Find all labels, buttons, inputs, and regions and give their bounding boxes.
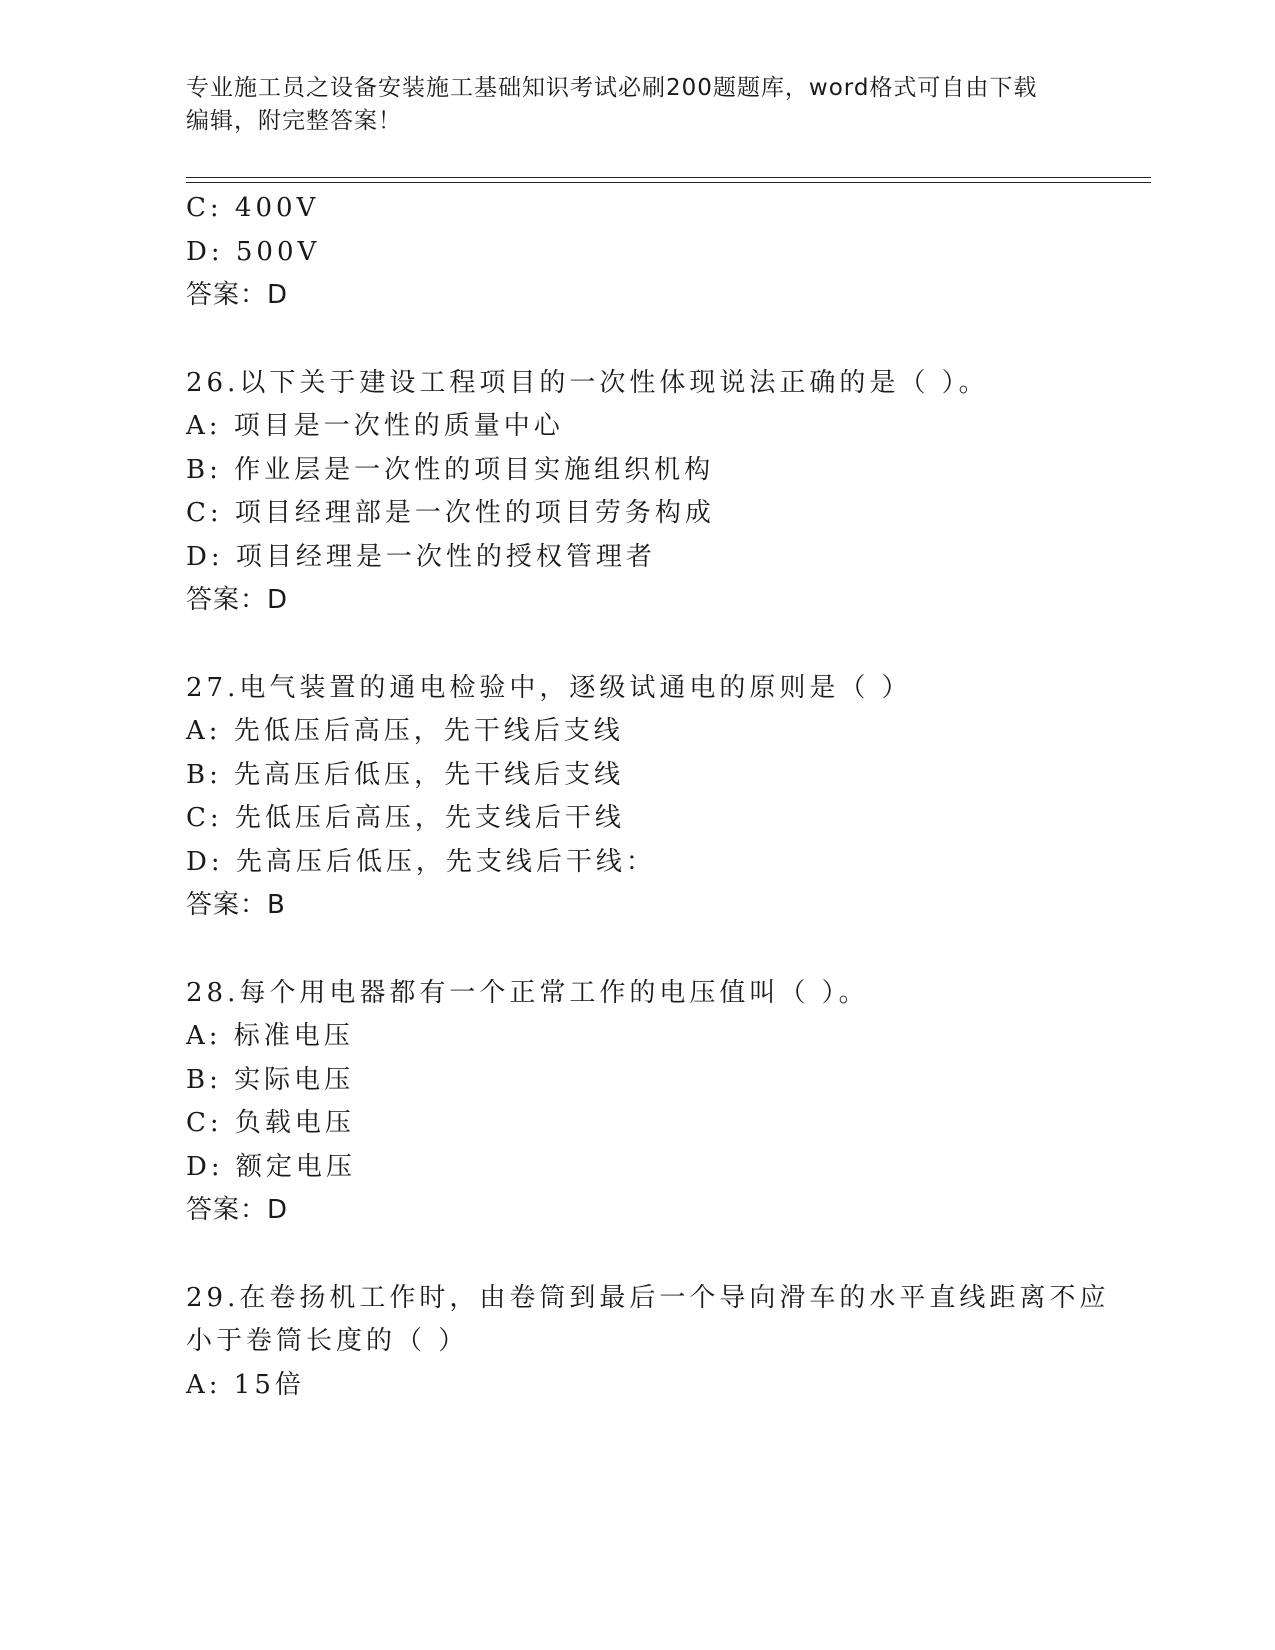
header-line-1: 专业施工员之设备安装施工基础知识考试必刷200题题库，word格式可自由下载: [186, 75, 1038, 101]
option-a: A: 标准电压: [186, 1021, 354, 1051]
option-d: D: 额定电压: [186, 1152, 356, 1182]
option-c: C: 负载电压: [186, 1108, 355, 1138]
option-d: D: 500V: [186, 237, 321, 267]
option-c: C: 先低压后高压，先支线后干线: [186, 803, 625, 833]
question-stem: 28.每个用电器都有一个正常工作的电压值叫（ ）。: [186, 978, 869, 1008]
option-c: C: 400V: [186, 193, 320, 223]
answer-line: 答案：D: [186, 280, 289, 310]
option-d: D: 项目经理是一次性的授权管理者: [186, 542, 656, 572]
header-line-2: 编辑，附完整答案！: [186, 108, 402, 134]
header-divider-bottom: [186, 182, 1151, 183]
answer-line: 答案：D: [186, 585, 289, 615]
question-stem: 27.电气装置的通电检验中，逐级试通电的原则是（ ）: [186, 673, 912, 703]
answer-line: 答案：B: [186, 890, 286, 920]
option-b: B: 作业层是一次性的项目实施组织机构: [186, 455, 715, 485]
option-c: C: 项目经理部是一次性的项目劳务构成: [186, 498, 715, 528]
option-a: A: 项目是一次性的质量中心: [186, 411, 564, 441]
option-a: A: 先低压后高压，先干线后支线: [186, 716, 624, 746]
option-b: B: 先高压后低压，先干线后支线: [186, 760, 625, 790]
option-a: A: 15倍: [186, 1370, 305, 1400]
option-d: D: 先高压后低压，先支线后干线：: [186, 847, 656, 877]
document-header: [186, 72, 1086, 138]
question-stem: 26.以下关于建设工程项目的一次性体现说法正确的是（ ）。: [186, 368, 989, 398]
header-divider-top: [186, 177, 1151, 178]
question-stem-line-1: 29.在卷扬机工作时，由卷筒到最后一个导向滑车的水平直线距离不应: [186, 1283, 1110, 1313]
option-b: B: 实际电压: [186, 1065, 355, 1095]
question-stem-line-2: 小于卷筒长度的（ ）: [186, 1326, 469, 1356]
answer-line: 答案：D: [186, 1195, 289, 1225]
